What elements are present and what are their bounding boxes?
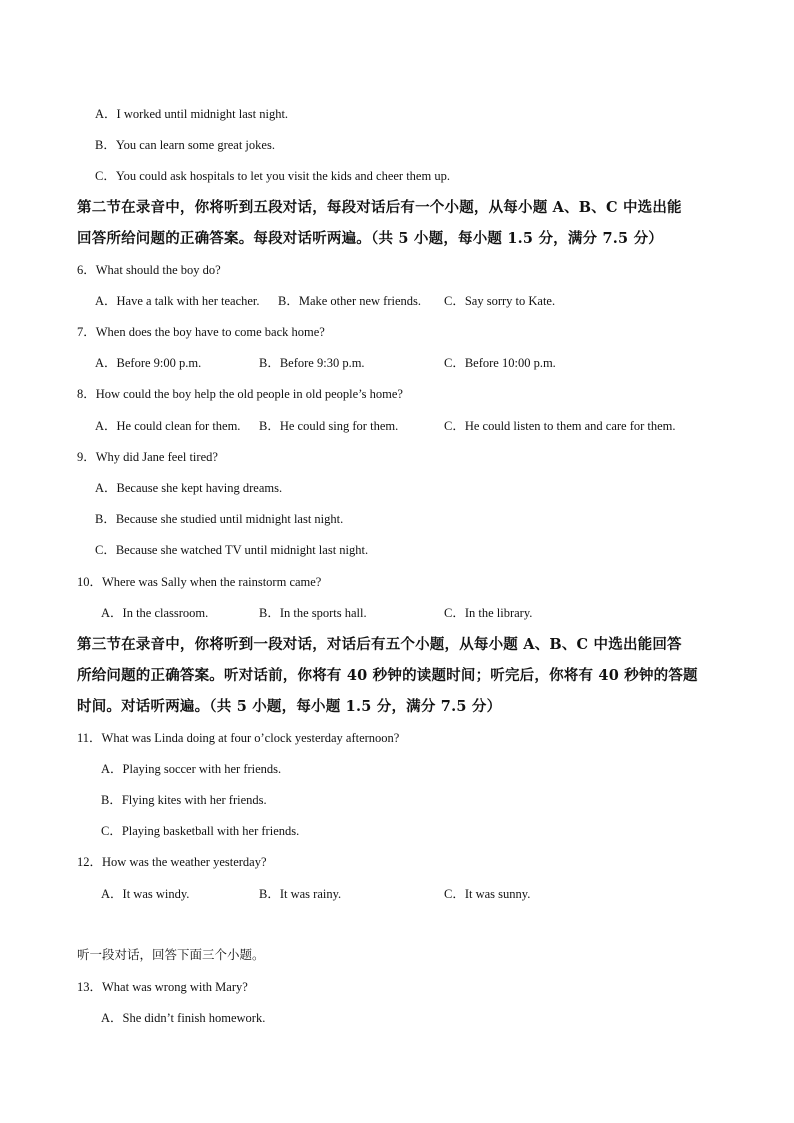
option-a: A．Have a talk with her teacher. xyxy=(95,294,260,308)
option-c: C．Because she watched TV until midnight last night. xyxy=(95,543,369,557)
section-heading: 时间。对话听两遍。（共 5 小题，每小题 1.5 分，满分 7.5 分） xyxy=(77,698,502,715)
option-c: C．It was sunny. xyxy=(444,887,531,901)
option-a: A．She didn’t finish homework. xyxy=(101,1011,266,1025)
question-text: 10．Where was Sally when the rainstorm came? xyxy=(77,575,322,589)
option-c: C．He could listen to them and care for them. xyxy=(444,419,676,433)
option-b: B．You can learn some great jokes. xyxy=(95,138,275,152)
option-c: C．Playing basketball with her friends. xyxy=(101,824,300,838)
option-a: A．Before 9:00 p.m. xyxy=(95,356,202,370)
option-a: A．It was windy. xyxy=(101,887,190,901)
option-b: B．In the sports hall. xyxy=(259,606,367,620)
question-text: 13．What was wrong with Mary? xyxy=(77,980,248,994)
section-heading: 第二节在录音中，你将听到五段对话，每段对话后有一个小题，从每小题 A、B、C 中选出能 xyxy=(77,199,682,216)
option-c: C．You could ask hospitals to let you visit the kids and cheer them up. xyxy=(95,169,450,183)
question-text: 12．How was the weather yesterday? xyxy=(77,855,267,869)
option-b: B．He could sing for them. xyxy=(259,419,399,433)
question-text: 11．What was Linda doing at four o’clock yesterday afternoon? xyxy=(77,731,400,745)
question-text: 6．What should the boy do? xyxy=(77,263,221,277)
option-b: B．Before 9:30 p.m. xyxy=(259,356,365,370)
option-b: B．Make other new friends. xyxy=(278,294,422,308)
option-b: B．It was rainy. xyxy=(259,887,342,901)
option-a: A．He could clean for them. xyxy=(95,419,241,433)
section-heading: 第三节在录音中，你将听到一段对话，对话后有五个小题，从每小题 A、B、C 中选出能回答 xyxy=(77,636,682,653)
option-a: A．Playing soccer with her friends. xyxy=(101,762,282,776)
option-a: A．I worked until midnight last night. xyxy=(95,107,289,121)
option-a: A．Because she kept having dreams. xyxy=(95,481,283,495)
option-b: B．Flying kites with her friends. xyxy=(101,793,267,807)
question-text: 8．How could the boy help the old people in old people’s home? xyxy=(77,387,403,401)
question-text: 7．When does the boy have to come back home? xyxy=(77,325,325,339)
option-b: B．Because she studied until midnight last night. xyxy=(95,512,344,526)
option-c: C．Before 10:00 p.m. xyxy=(444,356,556,370)
option-a: A．In the classroom. xyxy=(101,606,209,620)
option-c: C．Say sorry to Kate. xyxy=(444,294,556,308)
question-text: 9．Why did Jane feel tired? xyxy=(77,450,218,464)
section-heading: 所给问题的正确答案。听对话前，你将有 40 秒钟的读题时间；听完后，你将有 40 秒钟的答题 xyxy=(77,667,698,684)
option-c: C．In the library. xyxy=(444,606,533,620)
instruction-text: 听一段对话，回答下面三个小题。 xyxy=(77,947,265,962)
section-heading: 回答所给问题的正确答案。每段对话听两遍。（共 5 小题，每小题 1.5 分，满分 7.5 分） xyxy=(77,230,663,247)
